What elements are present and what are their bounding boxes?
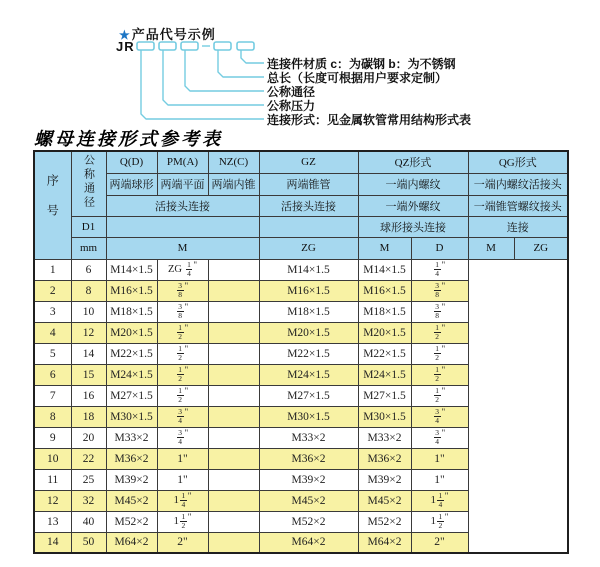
cell-qz-d: M20×1.5 <box>259 322 358 343</box>
cell-gz-zg: 2" <box>157 532 208 553</box>
cell-row-no: 9 <box>34 427 71 448</box>
cell-m-thread: M20×1.5 <box>106 322 157 343</box>
cell-gz-zg: $\frac{1}{2}$ " <box>157 385 208 406</box>
cell-gz-zg: 1 $\frac{1}{2}$ " <box>157 511 208 532</box>
cell-m-thread: M22×1.5 <box>106 343 157 364</box>
header-unit-m1: M <box>106 237 259 259</box>
cell-qz-m <box>208 490 259 511</box>
cell-qg-zg: $\frac{1}{2}$ " <box>411 364 468 385</box>
cell-qz-d: M33×2 <box>259 427 358 448</box>
cell-qg-m: M30×1.5 <box>358 406 411 427</box>
header-conn-union: 活接头连接 <box>106 195 259 216</box>
cell-qz-d: M52×2 <box>259 511 358 532</box>
code-box-4 <box>214 42 231 50</box>
cell-gz-zg: $\frac{3}{8}$ " <box>157 301 208 322</box>
cell-qg-zg: 1 $\frac{1}{2}$ " <box>411 511 468 532</box>
cell-qg-m: M18×1.5 <box>358 301 411 322</box>
cell-qg-zg: $\frac{1}{4}$ " <box>411 259 468 280</box>
cell-row-no: 13 <box>34 511 71 532</box>
cell-row-no: 6 <box>34 364 71 385</box>
label-connection-form: 连接形式：见金属软管常用结构形式表 <box>267 113 472 127</box>
cell-row-no: 12 <box>34 490 71 511</box>
header-seq: 序号 <box>34 151 71 259</box>
table-row <box>34 427 568 448</box>
cell-qg-zg: $\frac{1}{2}$ " <box>411 343 468 364</box>
cell-qg-m: M20×1.5 <box>358 322 411 343</box>
cell-m-thread: M52×2 <box>106 511 157 532</box>
cell-gz-zg: $\frac{3}{8}$ " <box>157 280 208 301</box>
cell-qg-m: M22×1.5 <box>358 343 411 364</box>
cell-qz-m <box>208 280 259 301</box>
cell-qz-m <box>208 469 259 490</box>
cell-qz-m <box>208 322 259 343</box>
cell-row-no: 3 <box>34 301 71 322</box>
header-unit-zg2: ZG <box>514 237 568 259</box>
cell-qg-zg: $\frac{3}{8}$ " <box>411 280 468 301</box>
cell-gz-zg: 1" <box>157 448 208 469</box>
cell-row-no: 2 <box>34 280 71 301</box>
cell-qg-zg: $\frac{3}{8}$ " <box>411 301 468 322</box>
cell-qg-m: M36×2 <box>358 448 411 469</box>
header-end-qd: 两端球形 <box>106 173 157 195</box>
header-blank-left <box>106 216 259 237</box>
table-row <box>34 406 568 427</box>
cell-row-no: 1 <box>34 259 71 280</box>
cell-qz-d: M27×1.5 <box>259 385 358 406</box>
header-end-gz: 两端锥管 <box>259 173 358 195</box>
cell-gz-zg: $\frac{3}{4}$ " <box>157 427 208 448</box>
cell-qz-d: M30×1.5 <box>259 406 358 427</box>
cell-qz-d: M36×2 <box>259 448 358 469</box>
cell-qg-m: M24×1.5 <box>358 364 411 385</box>
table-title: 螺母连接形式参考表 <box>34 129 223 149</box>
cell-m-thread: M36×2 <box>106 448 157 469</box>
leader-line-1 <box>141 50 264 119</box>
cell-row-no: 4 <box>34 322 71 343</box>
cell-qg-zg: $\frac{1}{2}$ " <box>411 322 468 343</box>
cell-row-no: 8 <box>34 406 71 427</box>
header-qz-conn: 球形接头连接 <box>358 216 468 237</box>
header-qg-conn: 连接 <box>468 216 568 237</box>
cell-row-no: 5 <box>34 343 71 364</box>
star-icon: ★ <box>119 28 131 42</box>
label-material: 连接件材质 c：为碳钢 b：为不锈钢 <box>267 57 456 71</box>
cell-qz-m <box>208 343 259 364</box>
table-row <box>34 490 568 511</box>
cell-qz-m <box>208 364 259 385</box>
cell-gz-zg: $\frac{1}{2}$ " <box>157 343 208 364</box>
cell-dn-mm: 10 <box>71 301 106 322</box>
header-group-qz: QZ形式 <box>358 151 468 173</box>
cell-dn-mm: 16 <box>71 385 106 406</box>
cell-m-thread: M24×1.5 <box>106 364 157 385</box>
cell-m-thread: M16×1.5 <box>106 280 157 301</box>
header-group-gz: GZ <box>259 151 358 173</box>
table-row <box>34 448 568 469</box>
header-end-pma: 两端平面 <box>157 173 208 195</box>
table-row <box>34 385 568 406</box>
code-box-3 <box>181 42 198 50</box>
header-unit-zg1: ZG <box>259 237 358 259</box>
cell-qg-zg: 2" <box>411 532 468 553</box>
cell-row-no: 7 <box>34 385 71 406</box>
leader-line-2 <box>163 50 264 105</box>
cell-gz-zg: $\frac{1}{2}$ " <box>157 364 208 385</box>
table-row <box>34 469 568 490</box>
cell-qz-d: M14×1.5 <box>259 259 358 280</box>
header-end-qg: 一端内螺纹活接头 <box>468 173 568 195</box>
cell-qg-zg: 1 $\frac{1}{4}$ " <box>411 490 468 511</box>
cell-m-thread: M30×1.5 <box>106 406 157 427</box>
cell-qg-m: M14×1.5 <box>358 259 411 280</box>
product-code-prefix: JR <box>116 39 135 54</box>
cell-gz-zg: ZG $\frac{1}{4}$ " <box>157 259 208 280</box>
cell-qg-m: M52×2 <box>358 511 411 532</box>
table-row <box>34 259 568 280</box>
header-group-pma: PM(A) <box>157 151 208 173</box>
header-group-nzc: NZ(C) <box>208 151 259 173</box>
cell-qz-d: M39×2 <box>259 469 358 490</box>
cell-qz-d: M24×1.5 <box>259 364 358 385</box>
cell-qz-m <box>208 448 259 469</box>
table-row <box>34 511 568 532</box>
leader-line-5 <box>241 50 264 63</box>
cell-m-thread: M45×2 <box>106 490 157 511</box>
cell-qg-zg: 1" <box>411 448 468 469</box>
cell-m-thread: M33×2 <box>106 427 157 448</box>
cell-m-thread: M64×2 <box>106 532 157 553</box>
header-unit-d: D <box>411 237 468 259</box>
cell-row-no: 10 <box>34 448 71 469</box>
header-end-qz: 一端内螺纹 <box>358 173 468 195</box>
cell-m-thread: M14×1.5 <box>106 259 157 280</box>
header-unit-m3: M <box>468 237 514 259</box>
cell-gz-zg: 1 $\frac{1}{4}$ " <box>157 490 208 511</box>
header-end-nzc: 两端内锥 <box>208 173 259 195</box>
cell-dn-mm: 40 <box>71 511 106 532</box>
cell-qg-m: M27×1.5 <box>358 385 411 406</box>
cell-qg-zg: $\frac{3}{4}$ " <box>411 406 468 427</box>
cell-dn-mm: 20 <box>71 427 106 448</box>
cell-qg-m: M39×2 <box>358 469 411 490</box>
header-d1: D1 <box>71 216 106 237</box>
cell-gz-zg: $\frac{3}{4}$ " <box>157 406 208 427</box>
cell-dn-mm: 18 <box>71 406 106 427</box>
table-row <box>34 280 568 301</box>
cell-dn-mm: 50 <box>71 532 106 553</box>
header-group-qg: QG形式 <box>468 151 568 173</box>
cell-qz-m <box>208 385 259 406</box>
cell-qz-m <box>208 301 259 322</box>
table-row <box>34 364 568 385</box>
label-nominal-pressure: 公称压力 <box>267 99 316 113</box>
cell-dn-mm: 22 <box>71 448 106 469</box>
cell-row-no: 11 <box>34 469 71 490</box>
table-row <box>34 532 568 553</box>
cell-dn-mm: 25 <box>71 469 106 490</box>
code-box-5 <box>237 42 254 50</box>
cell-qz-m <box>208 427 259 448</box>
cell-qz-d: M22×1.5 <box>259 343 358 364</box>
nut-connection-table <box>33 150 569 554</box>
cell-qz-d: M16×1.5 <box>259 280 358 301</box>
leader-line-3 <box>185 50 264 91</box>
cell-m-thread: M27×1.5 <box>106 385 157 406</box>
header-conn-qz: 一端外螺纹 <box>358 195 468 216</box>
header-unit-m2: M <box>358 237 411 259</box>
header-nominal-dia: 公称通径 <box>71 151 106 216</box>
label-total-length: 总长（长度可根据用户要求定制） <box>267 71 448 85</box>
cell-m-thread: M18×1.5 <box>106 301 157 322</box>
code-box-2 <box>159 42 176 50</box>
cell-qg-m: M45×2 <box>358 490 411 511</box>
cell-qz-d: M18×1.5 <box>259 301 358 322</box>
table-row <box>34 322 568 343</box>
cell-qg-zg: $\frac{3}{4}$ " <box>411 427 468 448</box>
header-blank-gz <box>259 216 358 237</box>
cell-qg-m: M33×2 <box>358 427 411 448</box>
cell-dn-mm: 14 <box>71 343 106 364</box>
diagram-title-text: 产品代号示例 <box>131 27 216 42</box>
cell-gz-zg: $\frac{1}{2}$ " <box>157 322 208 343</box>
cell-dn-mm: 15 <box>71 364 106 385</box>
cell-dn-mm: 32 <box>71 490 106 511</box>
leader-line-4 <box>218 50 264 77</box>
cell-row-no: 14 <box>34 532 71 553</box>
table-row <box>34 343 568 364</box>
cell-dn-mm: 8 <box>71 280 106 301</box>
cell-qz-d: M45×2 <box>259 490 358 511</box>
cell-qz-d: M64×2 <box>259 532 358 553</box>
cell-qg-zg: $\frac{1}{2}$ " <box>411 385 468 406</box>
cell-gz-zg: 1" <box>157 469 208 490</box>
cell-qz-m <box>208 259 259 280</box>
cell-qz-m <box>208 511 259 532</box>
cell-qg-m: M64×2 <box>358 532 411 553</box>
cell-dn-mm: 6 <box>71 259 106 280</box>
header-unit-mm: mm <box>71 237 106 259</box>
label-nominal-dia: 公称通径 <box>267 85 316 99</box>
cell-qz-m <box>208 406 259 427</box>
header-conn-qg: 一端锥管螺纹接头 <box>468 195 568 216</box>
cell-qz-m <box>208 532 259 553</box>
table-row <box>34 301 568 322</box>
cell-qg-zg: 1" <box>411 469 468 490</box>
header-group-qd: Q(D) <box>106 151 157 173</box>
cell-dn-mm: 12 <box>71 322 106 343</box>
cell-qg-m: M16×1.5 <box>358 280 411 301</box>
code-box-1 <box>137 42 154 50</box>
header-conn-gz: 活接头连接 <box>259 195 358 216</box>
cell-m-thread: M39×2 <box>106 469 157 490</box>
